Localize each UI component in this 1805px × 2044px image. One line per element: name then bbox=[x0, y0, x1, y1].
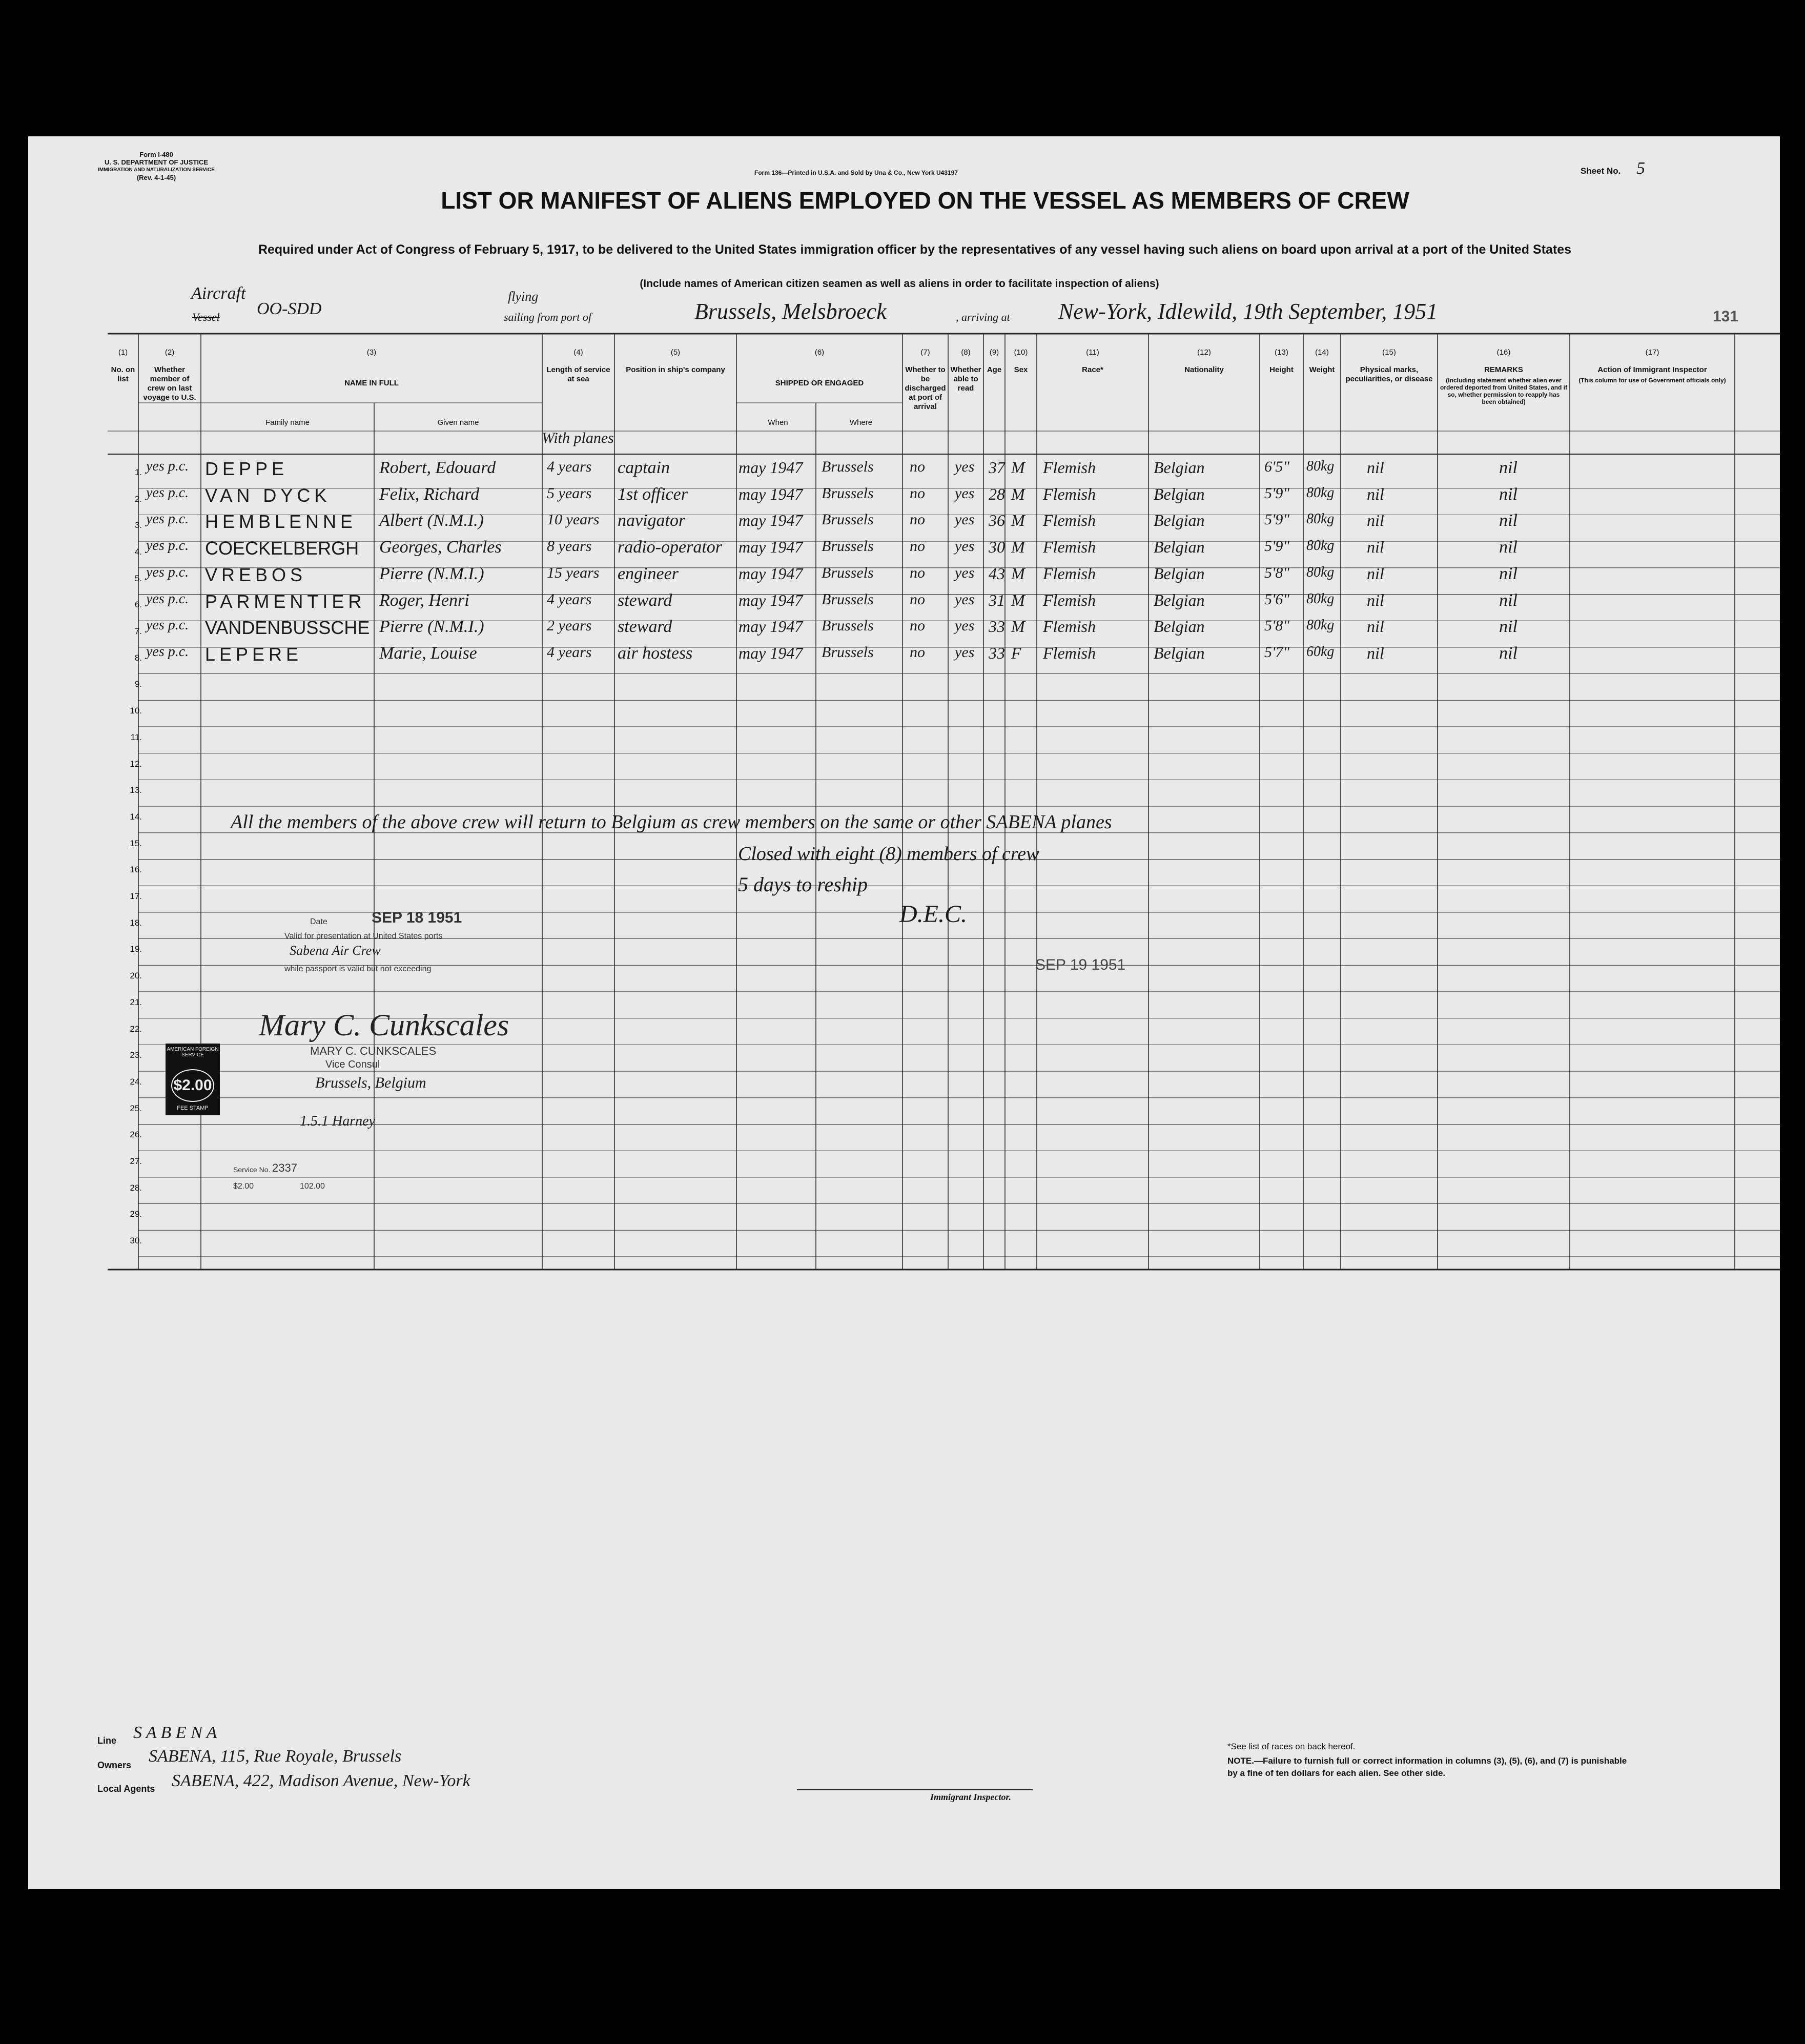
crew-race: Flemish bbox=[1043, 484, 1096, 503]
crew-weight: 60kg bbox=[1306, 643, 1335, 660]
consul-title: Vice Consul bbox=[325, 1059, 380, 1070]
crew-sex: M bbox=[1011, 458, 1025, 477]
crew-height: 5'8" bbox=[1264, 564, 1290, 581]
inspector-date-stamp: SEP 19 1951 bbox=[1035, 956, 1126, 973]
agents-label: Local Agents bbox=[97, 1784, 155, 1794]
crew-race: Flemish bbox=[1043, 564, 1096, 583]
consul-name: MARY C. CUNKSCALES bbox=[310, 1045, 437, 1057]
crew-age: 31 bbox=[989, 590, 1005, 609]
row-number: 5. bbox=[134, 573, 142, 583]
crew-when: may 1947 bbox=[739, 590, 803, 609]
row-number: 28. bbox=[130, 1182, 142, 1193]
fee-stamp-value: $2.00 bbox=[171, 1069, 214, 1102]
column-number: (5) bbox=[670, 348, 681, 357]
column-header: Age bbox=[987, 365, 1002, 374]
inspector-initials: D.E.C. bbox=[899, 901, 967, 928]
crew-read: yes bbox=[955, 538, 975, 555]
crew-where: Brussels bbox=[822, 458, 874, 475]
crew-where: Brussels bbox=[822, 590, 874, 608]
fee-stamp-top: AMERICAN FOREIGN SERVICE bbox=[167, 1047, 219, 1058]
row-number: 15. bbox=[130, 838, 142, 848]
crew-family: PARMENTIER bbox=[205, 590, 366, 612]
fee-stamp-bottom: FEE STAMP bbox=[177, 1105, 209, 1111]
crew-read: yes bbox=[955, 458, 975, 475]
crew-given: Georges, Charles bbox=[379, 538, 502, 557]
crew-height: 5'8" bbox=[1264, 617, 1290, 635]
crew-age: 43 bbox=[989, 564, 1005, 583]
visa-date-label: Date bbox=[310, 917, 327, 926]
service-no: 2337 bbox=[272, 1161, 297, 1174]
crew-position: steward bbox=[618, 590, 672, 610]
crew-nat: Belgian bbox=[1154, 484, 1205, 503]
crew-given: Roger, Henri bbox=[379, 590, 469, 610]
column-number: (14) bbox=[1315, 348, 1329, 357]
crew-remarks: nil bbox=[1499, 484, 1517, 504]
column-header: SHIPPED OR ENGAGED bbox=[775, 379, 864, 387]
crew-when: may 1947 bbox=[739, 484, 803, 503]
column-number: (8) bbox=[961, 348, 971, 357]
row-number: 24. bbox=[130, 1076, 142, 1087]
line-label: Line bbox=[97, 1735, 117, 1746]
return-note: All the members of the above crew will return to Belgium as crew members on the same or other SABENA planes bbox=[231, 811, 1112, 833]
crew-position: 1st officer bbox=[618, 484, 688, 504]
crew-prev: yes p.c. bbox=[146, 538, 189, 554]
crew-age: 33 bbox=[989, 643, 1005, 662]
crew-marks: nil bbox=[1367, 511, 1384, 530]
row-number: 20. bbox=[130, 971, 142, 981]
row-number: 6. bbox=[134, 600, 142, 610]
crew-read: yes bbox=[955, 643, 975, 661]
crew-given: Robert, Edouard bbox=[379, 458, 496, 477]
races-note: *See list of races on back hereof. bbox=[1227, 1742, 1356, 1751]
crew-service: 15 years bbox=[547, 564, 600, 581]
crew-read: yes bbox=[955, 484, 975, 502]
crew-nat: Belgian bbox=[1154, 617, 1205, 636]
visa-valid-text: Valid for presentation at United States ports bbox=[284, 932, 443, 941]
crew-sex: M bbox=[1011, 564, 1025, 583]
row-number: 2. bbox=[134, 494, 142, 504]
crew-sex: M bbox=[1011, 617, 1025, 636]
column-note: (This column for use of Government officials only) bbox=[1578, 377, 1726, 384]
row-number: 21. bbox=[130, 997, 142, 1007]
consul-signature: Mary C. Cunkscales bbox=[259, 1008, 509, 1042]
crew-marks: nil bbox=[1367, 484, 1384, 503]
stay-note: 5 days to reship bbox=[738, 873, 868, 896]
crew-family: VREBOS bbox=[205, 564, 307, 585]
crew-family: VANDENBUSSCHE bbox=[205, 617, 370, 639]
column-number: (10) bbox=[1014, 348, 1028, 357]
visa-date: SEP 18 1951 bbox=[372, 909, 462, 926]
crew-read: yes bbox=[955, 590, 975, 608]
crew-position: air hostess bbox=[618, 643, 693, 663]
crew-weight: 80kg bbox=[1306, 564, 1335, 580]
crew-family: HEMBLENNE bbox=[205, 511, 357, 533]
crew-given: Pierre (N.M.I.) bbox=[379, 617, 484, 637]
crew-remarks: nil bbox=[1499, 458, 1517, 477]
revision: (Rev. 4-1-45) bbox=[136, 174, 176, 181]
crew-where: Brussels bbox=[822, 538, 874, 555]
column-number: (13) bbox=[1275, 348, 1288, 357]
crew-prev: yes p.c. bbox=[146, 643, 189, 660]
row-number: 16. bbox=[130, 865, 142, 875]
column-note: (Including statement whether alien ever ordered deported from United States, and if so, whether permission to reapply has been obtained) bbox=[1440, 377, 1568, 405]
crew-where: Brussels bbox=[822, 511, 874, 528]
column-header: Whether able to read bbox=[950, 365, 981, 393]
crew-service: 4 years bbox=[547, 643, 592, 661]
crew-height: 6'5" bbox=[1264, 458, 1290, 475]
line-value: S A B E N A bbox=[133, 1723, 217, 1742]
column-subheader: Family name bbox=[265, 418, 310, 427]
crew-position: captain bbox=[618, 458, 670, 477]
crew-age: 30 bbox=[989, 538, 1005, 557]
crew-read: yes bbox=[955, 564, 975, 581]
crew-weight: 80kg bbox=[1306, 538, 1335, 554]
consul-place: Brussels, Belgium bbox=[315, 1074, 426, 1091]
service-name: IMMIGRATION AND NATURALIZATION SERVICE bbox=[98, 167, 215, 173]
column-number: (2) bbox=[165, 348, 175, 357]
crew-position: steward bbox=[618, 617, 672, 637]
crew-height: 5'9" bbox=[1264, 538, 1290, 555]
row-number: 22. bbox=[130, 1024, 142, 1034]
crew-nat: Belgian bbox=[1154, 590, 1205, 609]
manifest-sheet bbox=[28, 136, 1780, 1889]
crew-when: may 1947 bbox=[739, 511, 803, 530]
owners-value: SABENA, 115, Rue Royale, Brussels bbox=[149, 1747, 402, 1766]
crew-sex: M bbox=[1011, 590, 1025, 609]
crew-sex: M bbox=[1011, 538, 1025, 557]
crew-prev: yes p.c. bbox=[146, 617, 189, 633]
row-number: 9. bbox=[134, 679, 142, 689]
crew-age: 37 bbox=[989, 458, 1005, 477]
fine-note: NOTE.—Failure to furnish full or correct information in columns (3), (5), (6), and (7) is punishable by a fine of ten dollars for each alien. See other side. bbox=[1227, 1756, 1627, 1778]
crew-nat: Belgian bbox=[1154, 564, 1205, 583]
crew-disch: no bbox=[910, 643, 925, 661]
crew-where: Brussels bbox=[822, 484, 874, 502]
crew-weight: 80kg bbox=[1306, 590, 1335, 607]
owners-label: Owners bbox=[97, 1760, 132, 1770]
column-header: Whether to be discharged at port of arrival bbox=[905, 365, 946, 411]
crew-remarks: nil bbox=[1499, 590, 1517, 610]
vessel-label: Vessel bbox=[192, 311, 220, 323]
row-number: 27. bbox=[130, 1156, 142, 1167]
fee-stamp bbox=[166, 1044, 220, 1115]
crew-service: 10 years bbox=[547, 511, 600, 528]
crew-race: Flemish bbox=[1043, 458, 1096, 477]
row-number: 19. bbox=[130, 944, 142, 954]
aircraft-word: Aircraft bbox=[191, 284, 246, 303]
column-number: (15) bbox=[1382, 348, 1396, 357]
vessel-name: OO-SDD bbox=[257, 299, 322, 318]
column-number: (6) bbox=[814, 348, 825, 357]
crew-service: 8 years bbox=[547, 538, 592, 555]
row-number: 7. bbox=[134, 626, 142, 637]
crew-family: COECKELBERGH bbox=[205, 538, 359, 559]
row-number: 14. bbox=[130, 811, 142, 822]
crew-marks: nil bbox=[1367, 643, 1384, 662]
arriving-label: , arriving at bbox=[956, 311, 1010, 323]
column-header: Race* bbox=[1082, 365, 1103, 374]
row-number: 13. bbox=[130, 785, 142, 795]
consul-issue-date: 1.5.1 Harney bbox=[300, 1113, 375, 1129]
visa-passport-text: while passport is valid but not exceeding bbox=[284, 965, 432, 973]
row-number: 17. bbox=[130, 891, 142, 902]
crew-when: may 1947 bbox=[739, 617, 803, 636]
crew-sex: M bbox=[1011, 511, 1025, 530]
column-number: (17) bbox=[1645, 348, 1659, 357]
sailing-label: sailing from port of bbox=[504, 311, 591, 323]
printer-line: Form 136—Printed in U.S.A. and Sold by Una & Co., New York U43197 bbox=[754, 169, 958, 176]
crew-service: 4 years bbox=[547, 458, 592, 475]
crew-when: may 1947 bbox=[739, 458, 803, 477]
department: U. S. DEPARTMENT OF JUSTICE bbox=[105, 158, 208, 166]
crew-service: 4 years bbox=[547, 590, 592, 608]
crew-disch: no bbox=[910, 590, 925, 608]
consular-visa-stamp bbox=[233, 905, 587, 1192]
crew-weight: 80kg bbox=[1306, 458, 1335, 474]
column-number: (4) bbox=[573, 348, 583, 357]
column-number: (12) bbox=[1197, 348, 1211, 357]
row-number: 3. bbox=[134, 520, 142, 530]
column-number: (3) bbox=[366, 348, 377, 357]
column-number: (7) bbox=[920, 348, 930, 357]
row-number: 26. bbox=[130, 1130, 142, 1140]
column-header: Action of Immigrant Inspector bbox=[1597, 365, 1707, 374]
inspector-label: Immigrant Inspector. bbox=[930, 1792, 1012, 1802]
crew-weight: 80kg bbox=[1306, 484, 1335, 501]
row-number: 1. bbox=[134, 467, 142, 477]
crew-position: navigator bbox=[618, 511, 686, 530]
column-header: REMARKS bbox=[1484, 365, 1523, 374]
closed-note: Closed with eight (8) members of crew bbox=[738, 843, 1039, 865]
column-header: Length of service at sea bbox=[546, 365, 610, 383]
column-header: Position in ship's company bbox=[626, 365, 725, 374]
column-subheader: Where bbox=[849, 418, 873, 427]
crew-when: may 1947 bbox=[739, 643, 803, 662]
crew-marks: nil bbox=[1367, 564, 1384, 583]
from-port: Brussels, Melsbroeck bbox=[694, 299, 887, 324]
column-number: (11) bbox=[1086, 348, 1099, 357]
crew-when: may 1947 bbox=[739, 538, 803, 557]
sheet-number: 5 bbox=[1636, 159, 1645, 178]
crew-sex: M bbox=[1011, 484, 1025, 503]
crew-where: Brussels bbox=[822, 643, 874, 661]
column-header: Height bbox=[1269, 365, 1294, 374]
column-number: (9) bbox=[989, 348, 999, 357]
column-header: Whether member of crew on last voyage to U.S. bbox=[143, 365, 196, 402]
crew-disch: no bbox=[910, 538, 925, 555]
crew-race: Flemish bbox=[1043, 511, 1096, 530]
agents-value: SABENA, 422, Madison Avenue, New-York bbox=[172, 1771, 470, 1790]
crew-marks: nil bbox=[1367, 590, 1384, 609]
form-id: Form I-480 bbox=[139, 151, 173, 158]
crew-prev: yes p.c. bbox=[146, 458, 189, 474]
crew-nat: Belgian bbox=[1154, 643, 1205, 662]
flying-word: flying bbox=[508, 289, 539, 304]
column-header: NAME IN FULL bbox=[344, 379, 399, 387]
column-subheader: Given name bbox=[437, 418, 479, 427]
crew-age: 33 bbox=[989, 617, 1005, 636]
visa-crew: Sabena Air Crew bbox=[290, 943, 381, 958]
crew-height: 5'6" bbox=[1264, 590, 1290, 608]
row-number: 25. bbox=[130, 1103, 142, 1113]
row-number: 11. bbox=[130, 732, 142, 742]
column-header: Physical marks, peculiarities, or disease bbox=[1345, 365, 1433, 383]
arriving-at: New-York, Idlewild, 19th September, 1951 bbox=[1058, 299, 1438, 324]
crew-given: Felix, Richard bbox=[379, 484, 480, 504]
crew-disch: no bbox=[910, 458, 925, 475]
column-header: No. on list bbox=[111, 365, 135, 383]
crew-race: Flemish bbox=[1043, 538, 1096, 557]
crew-remarks: nil bbox=[1499, 643, 1517, 663]
column-number: (1) bbox=[118, 348, 128, 357]
crew-where: Brussels bbox=[822, 617, 874, 635]
crew-height: 5'7" bbox=[1264, 643, 1290, 661]
crew-marks: nil bbox=[1367, 538, 1384, 557]
crew-remarks: nil bbox=[1499, 538, 1517, 557]
crew-remarks: nil bbox=[1499, 511, 1517, 530]
include-notice: (Include names of American citizen seamen as well as aliens in order to facilitate inspection of aliens) bbox=[640, 278, 1159, 290]
with-planes-note: With planes bbox=[542, 430, 614, 446]
crew-disch: no bbox=[910, 511, 925, 528]
crew-nat: Belgian bbox=[1154, 538, 1205, 557]
crew-remarks: nil bbox=[1499, 617, 1517, 637]
crew-race: Flemish bbox=[1043, 590, 1096, 609]
row-number: 23. bbox=[130, 1050, 142, 1060]
sheet-label: Sheet No. bbox=[1581, 166, 1621, 176]
crew-where: Brussels bbox=[822, 564, 874, 581]
crew-prev: yes p.c. bbox=[146, 484, 189, 501]
crew-prev: yes p.c. bbox=[146, 590, 189, 607]
row-number: 10. bbox=[130, 706, 142, 716]
visa-fee: $2.00 bbox=[233, 1182, 254, 1191]
crew-race: Flemish bbox=[1043, 643, 1096, 662]
crew-nat: Belgian bbox=[1154, 458, 1205, 477]
crew-weight: 80kg bbox=[1306, 511, 1335, 527]
crew-age: 36 bbox=[989, 511, 1005, 530]
column-number: (16) bbox=[1496, 348, 1511, 357]
column-header: Sex bbox=[1014, 365, 1028, 374]
row-number: 8. bbox=[134, 652, 142, 663]
crew-height: 5'9" bbox=[1264, 511, 1290, 528]
crew-family: DEPPE bbox=[205, 458, 289, 479]
crew-sex: F bbox=[1011, 643, 1021, 662]
crew-given: Pierre (N.M.I.) bbox=[379, 564, 484, 583]
crew-read: yes bbox=[955, 617, 975, 635]
crew-disch: no bbox=[910, 617, 925, 635]
crew-race: Flemish bbox=[1043, 617, 1096, 636]
row-number: 4. bbox=[134, 546, 142, 557]
row-number: 18. bbox=[130, 917, 142, 928]
crew-marks: nil bbox=[1367, 617, 1384, 636]
crew-weight: 80kg bbox=[1306, 617, 1335, 633]
column-header: Weight bbox=[1309, 365, 1335, 374]
crew-read: yes bbox=[955, 511, 975, 528]
required-notice: Required under Act of Congress of February 5, 1917, to be delivered to the United States immigration officer by the representatives of any vessel having such aliens on board upon arrival at a port of the United States bbox=[258, 242, 1572, 257]
crew-given: Marie, Louise bbox=[379, 643, 477, 663]
crew-given: Albert (N.M.I.) bbox=[379, 511, 484, 530]
page-title: LIST OR MANIFEST OF ALIENS EMPLOYED ON THE VESSEL AS MEMBERS OF CREW bbox=[441, 187, 1409, 214]
crew-family: VAN DYCK bbox=[205, 484, 331, 506]
crew-age: 28 bbox=[989, 484, 1005, 503]
crew-position: radio-operator bbox=[618, 538, 722, 557]
crew-height: 5'9" bbox=[1264, 484, 1290, 502]
crew-remarks: nil bbox=[1499, 564, 1517, 583]
crew-nat: Belgian bbox=[1154, 511, 1205, 530]
crew-family: LEPERE bbox=[205, 643, 303, 665]
crew-disch: no bbox=[910, 484, 925, 502]
crew-marks: nil bbox=[1367, 458, 1384, 477]
crew-prev: yes p.c. bbox=[146, 511, 189, 527]
row-number: 12. bbox=[130, 759, 142, 769]
crew-when: may 1947 bbox=[739, 564, 803, 583]
page-stamp: 131 bbox=[1713, 308, 1739, 325]
service-no-label: Service No. bbox=[233, 1166, 271, 1174]
row-number: 30. bbox=[130, 1236, 142, 1246]
crew-service: 5 years bbox=[547, 484, 592, 502]
crew-disch: no bbox=[910, 564, 925, 581]
crew-prev: yes p.c. bbox=[146, 564, 189, 580]
column-header: Nationality bbox=[1184, 365, 1224, 374]
row-number: 29. bbox=[130, 1209, 142, 1219]
crew-service: 2 years bbox=[547, 617, 592, 635]
column-subheader: When bbox=[768, 418, 788, 427]
crew-position: engineer bbox=[618, 564, 679, 583]
visa-tariff: 102.00 bbox=[300, 1182, 325, 1191]
